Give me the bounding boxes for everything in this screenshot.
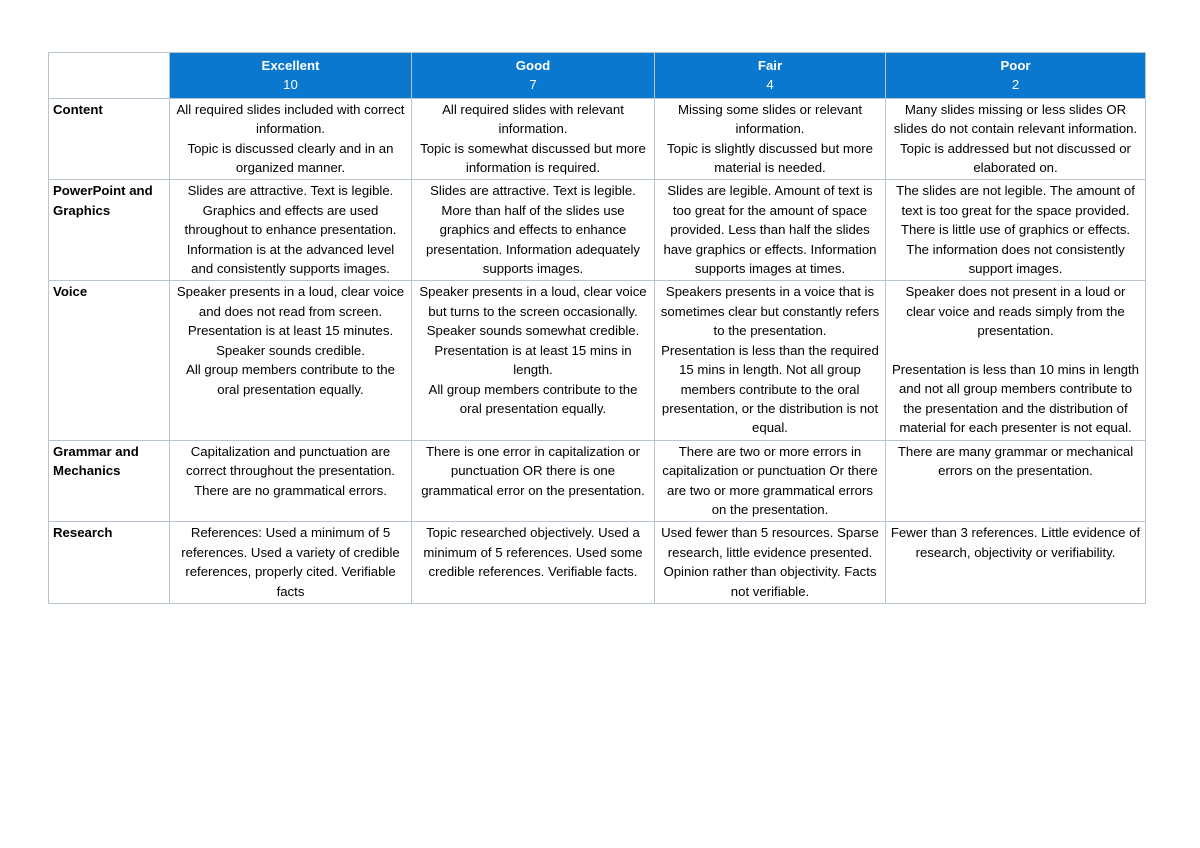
cell-text-line: Topic is discussed clearly and in an organized manner.	[187, 140, 394, 176]
cell-text-line: All group members contribute to the oral presentation equally.	[186, 362, 395, 397]
header-points: 4	[766, 77, 774, 93]
header-points: 7	[529, 77, 537, 93]
cell-text-line: Topic is slightly discussed but more material is needed.	[667, 140, 873, 176]
cell-text-line: There are two or more errors in capitalization or punctuation Or there are two or more grammatical errors on the presentation.	[662, 443, 878, 517]
rubric-row-voice	[49, 281, 1146, 440]
rubric-body	[49, 98, 1146, 603]
criterion-label: Voice	[49, 281, 170, 440]
header-label: Excellent	[261, 58, 320, 73]
cell-text-line	[890, 341, 1141, 360]
cell-text-line: Presentation is less than 10 mins in length and not all group members contribute to the presentation and the distribution of material for each presenter is not equal.	[891, 362, 1140, 436]
rubric-cell-excellent	[170, 180, 412, 281]
criterion-label: PowerPoint and Graphics	[49, 180, 170, 281]
rubric-cell-fair	[655, 440, 886, 522]
rubric-cell-poor	[886, 522, 1146, 604]
cell-text-line: There are many grammar or mechanical errors on the presentation.	[897, 443, 1134, 479]
cell-text-line: All group members contribute to the oral presentation equally.	[428, 381, 638, 416]
cell-text-line: Speakers presents in a voice that is sometimes clear but constantly refers to the presentation.	[660, 284, 880, 339]
cell-text-line: There is one error in capitalization or punctuation OR there is one grammatical error on the presentation.	[421, 443, 645, 498]
cell-text-line: Slides are legible. Amount of text is too great for the amount of space provided. Less than half the slides have graphics or effects. Information supports images at times.	[663, 183, 877, 277]
header-label: Good	[515, 58, 551, 73]
rubric-cell-excellent	[170, 522, 412, 604]
header-points: 10	[283, 77, 298, 93]
header-label: Poor	[1000, 58, 1031, 73]
header-fair	[655, 53, 886, 99]
header-row	[49, 53, 1146, 99]
rubric-cell-excellent	[170, 440, 412, 522]
rubric-cell-poor	[886, 180, 1146, 281]
rubric-cell-fair	[655, 281, 886, 440]
rubric-row-grammar-mechanics	[49, 440, 1146, 522]
cell-text-line: Used fewer than 5 resources. Sparse research, little evidence presented. Opinion rather than objectivity. Facts not verifiable.	[661, 525, 879, 599]
cell-text-line: Presentation is less than the required 15 mins in length. Not all group members contribute to the oral presentation, or the distribution is not equal.	[661, 342, 879, 436]
rubric-table	[48, 52, 1146, 604]
rubric-cell-poor	[886, 281, 1146, 440]
cell-text-line: Capitalization and punctuation are correct throughout the presentation. There are no grammatical errors.	[186, 443, 395, 498]
criterion-label: Content	[49, 98, 170, 180]
rubric-cell-fair	[655, 180, 886, 281]
header-corner-cell	[49, 53, 170, 99]
header-label: Fair	[757, 58, 783, 73]
criterion-label: Grammar and Mechanics	[49, 440, 170, 522]
rubric-cell-good	[412, 98, 655, 180]
cell-text-line: All required slides with relevant information.	[442, 101, 624, 137]
cell-text-line: Slides are attractive. Text is legible. Graphics and effects are used throughout to enhance presentation. Information is at the advanced level and consistently supports images.	[184, 183, 397, 277]
cell-text-line: Topic is somewhat discussed but more information is required.	[420, 140, 646, 176]
cell-text-line: Missing some slides or relevant information.	[678, 101, 862, 137]
cell-text-line: References: Used a minimum of 5 references. Used a variety of credible references, properly cited. Verifiable facts	[181, 525, 400, 599]
header-poor	[886, 53, 1146, 99]
rubric-cell-good	[412, 180, 655, 281]
header-points: 2	[1011, 77, 1020, 93]
rubric-cell-poor	[886, 440, 1146, 522]
rubric-row-powerpoint-graphics	[49, 180, 1146, 281]
rubric-header	[49, 53, 1146, 99]
rubric-row-content	[49, 98, 1146, 180]
header-excellent	[170, 53, 412, 99]
cell-text-line: The slides are not legible. The amount of text is too great for the space provided. There is little use of graphics or effects. The information does not consistently support images.	[896, 183, 1135, 277]
cell-text-line: Fewer than 3 references. Little evidence of research, objectivity or verifiability.	[890, 525, 1141, 560]
cell-text-line: Speaker presents in a loud, clear voice but turns to the screen occasionally.	[419, 284, 647, 319]
cell-text-line: Topic researched objectively. Used a minimum of 5 references. Used some credible references. Verifiable facts.	[423, 525, 643, 580]
rubric-cell-fair	[655, 98, 886, 180]
cell-text-line: Speaker presents in a loud, clear voice and does not read from screen. Presentation is at least 15 minutes.	[176, 284, 405, 339]
rubric-cell-fair	[655, 522, 886, 604]
cell-text-line: Topic is addressed but not discussed or elaborated on.	[900, 140, 1131, 176]
criterion-label: Research	[49, 522, 170, 604]
rubric-cell-poor	[886, 98, 1146, 180]
rubric-cell-excellent	[170, 98, 412, 180]
cell-text-line: Slides are attractive. Text is legible. More than half of the slides use graphics and effects to enhance presentation. Information adequately supports images.	[425, 183, 641, 277]
rubric-cell-good	[412, 281, 655, 440]
cell-text-line: Speaker sounds credible.	[216, 342, 365, 358]
cell-text-line: Speaker sounds somewhat credible. Presentation is at least 15 mins in length.	[426, 323, 640, 378]
rubric-cell-excellent	[170, 281, 412, 440]
rubric-cell-good	[412, 440, 655, 522]
rubric-row-research	[49, 522, 1146, 604]
cell-text-line: Speaker does not present in a loud or clear voice and reads simply from the presentation.	[905, 284, 1126, 339]
cell-text-line: All required slides included with correct information.	[176, 101, 405, 137]
cell-text-line: Many slides missing or less slides OR slides do not contain relevant information.	[893, 101, 1138, 137]
rubric-cell-good	[412, 522, 655, 604]
header-good	[412, 53, 655, 99]
